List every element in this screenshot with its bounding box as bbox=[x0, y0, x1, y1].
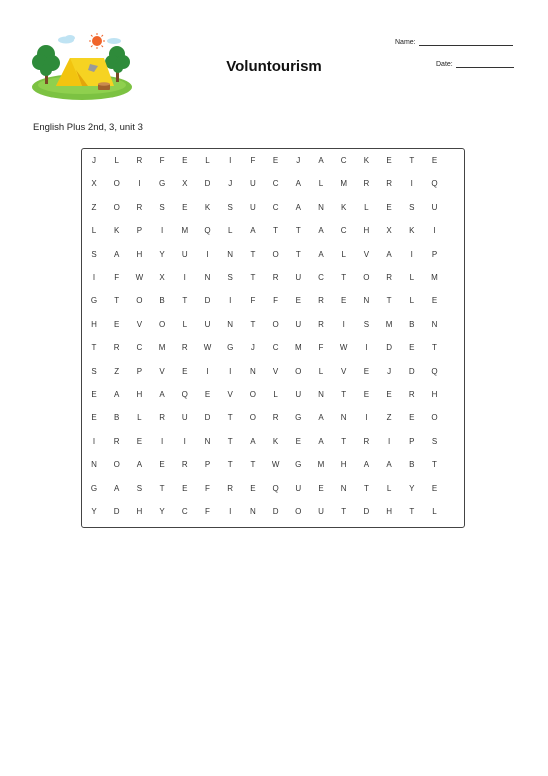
letter-cell: T bbox=[432, 343, 437, 353]
puzzle-row bbox=[82, 432, 464, 455]
letter-cell: T bbox=[250, 319, 256, 329]
letter-cell: Y bbox=[159, 249, 165, 259]
letter-cell: O bbox=[295, 366, 302, 376]
letter-cell: O bbox=[295, 507, 302, 516]
letter-cell: R bbox=[113, 436, 120, 446]
letter-cell: R bbox=[386, 273, 392, 282]
letter-cell: D bbox=[408, 366, 415, 376]
letter-cell: E bbox=[431, 296, 438, 306]
letter-cell: E bbox=[386, 390, 392, 399]
letter-cell: A bbox=[318, 413, 324, 423]
letter-cell: Q bbox=[431, 366, 438, 376]
letter-cell: A bbox=[159, 390, 165, 399]
letter-cell: L bbox=[432, 507, 437, 516]
letter-cell: L bbox=[205, 156, 210, 165]
letter-cell: E bbox=[363, 366, 370, 376]
letter-cell: T bbox=[386, 296, 392, 306]
letter-cell: H bbox=[91, 319, 97, 329]
letter-cell: E bbox=[272, 156, 279, 165]
letter-cell: M bbox=[340, 179, 348, 189]
letter-cell: R bbox=[136, 156, 143, 165]
letter-cell: R bbox=[159, 413, 165, 423]
letter-cell: T bbox=[227, 436, 233, 446]
letter-cell: U bbox=[204, 319, 211, 329]
letter-cell: I bbox=[342, 319, 345, 329]
letter-cell: M bbox=[317, 460, 325, 470]
letter-cell: F bbox=[159, 156, 165, 165]
letter-cell: T bbox=[250, 249, 256, 259]
letter-cell: C bbox=[318, 273, 324, 282]
letter-cell: V bbox=[272, 366, 279, 376]
letter-cell: O bbox=[272, 319, 279, 329]
letter-cell: O bbox=[136, 296, 143, 306]
letter-cell: U bbox=[295, 273, 302, 282]
letter-cell: E bbox=[182, 483, 188, 493]
letter-cell: E bbox=[431, 483, 438, 493]
letter-cell: F bbox=[114, 273, 120, 282]
letter-cell: O bbox=[113, 179, 120, 189]
letter-cell: H bbox=[340, 460, 347, 470]
letter-cell: N bbox=[227, 319, 234, 329]
name-label: Name: bbox=[395, 39, 416, 46]
letter-cell: S bbox=[431, 436, 438, 446]
letter-cell: A bbox=[114, 390, 120, 399]
letter-cell: Q bbox=[272, 483, 279, 493]
letter-cell: T bbox=[341, 507, 347, 516]
letter-cell: W bbox=[271, 460, 280, 470]
letter-cell: O bbox=[113, 202, 120, 212]
letter-cell: I bbox=[410, 249, 413, 259]
letter-cell: G bbox=[90, 296, 98, 306]
letter-cell: C bbox=[340, 226, 347, 236]
letter-cell: E bbox=[318, 483, 324, 493]
letter-cell: D bbox=[363, 507, 370, 516]
name-field[interactable] bbox=[395, 38, 513, 46]
letter-cell: L bbox=[273, 390, 278, 399]
letter-cell: S bbox=[409, 202, 415, 212]
letter-cell: H bbox=[431, 390, 438, 399]
letter-cell: R bbox=[386, 179, 392, 189]
letter-cell: J bbox=[228, 179, 233, 189]
letter-cell: S bbox=[227, 202, 233, 212]
letter-cell: H bbox=[136, 507, 143, 516]
letter-cell: I bbox=[410, 179, 413, 189]
letter-cell: R bbox=[318, 296, 324, 306]
letter-cell: E bbox=[409, 413, 415, 423]
letter-cell: N bbox=[204, 436, 211, 446]
word-search-grid bbox=[81, 148, 465, 528]
page-title: Voluntourism bbox=[226, 58, 322, 75]
letter-cell: T bbox=[341, 273, 347, 282]
date-field[interactable] bbox=[436, 60, 514, 68]
letter-cell: G bbox=[295, 413, 302, 423]
letter-cell: L bbox=[114, 156, 119, 165]
letter-cell: N bbox=[318, 202, 324, 212]
letter-cell: S bbox=[363, 319, 370, 329]
letter-cell: E bbox=[182, 156, 188, 165]
letter-cell: J bbox=[92, 156, 96, 165]
letter-cell: K bbox=[363, 156, 370, 165]
letter-cell: L bbox=[364, 202, 369, 212]
letter-cell: R bbox=[227, 483, 234, 493]
letter-cell: V bbox=[341, 366, 347, 376]
letter-cell: B bbox=[114, 413, 120, 423]
letter-cell: I bbox=[229, 507, 232, 516]
letter-cell: T bbox=[159, 483, 165, 493]
letter-cell: E bbox=[136, 436, 143, 446]
letter-cell: L bbox=[318, 179, 324, 189]
letter-cell: U bbox=[295, 390, 302, 399]
letter-cell: U bbox=[431, 202, 438, 212]
letter-cell: A bbox=[363, 460, 370, 470]
letter-cell: A bbox=[318, 156, 324, 165]
letter-cell: W bbox=[203, 343, 212, 353]
letter-cell: K bbox=[204, 202, 211, 212]
letter-cell: C bbox=[340, 156, 347, 165]
letter-cell: I bbox=[229, 296, 232, 306]
letter-cell: N bbox=[363, 296, 370, 306]
name-line[interactable] bbox=[419, 38, 513, 46]
letter-cell: T bbox=[409, 156, 415, 165]
letter-cell: U bbox=[295, 483, 302, 493]
letter-cell: D bbox=[204, 413, 211, 423]
letter-cell: E bbox=[386, 202, 392, 212]
letter-cell: I bbox=[365, 413, 368, 423]
letter-cell: S bbox=[136, 483, 143, 493]
letter-cell: G bbox=[90, 483, 98, 493]
letter-cell: L bbox=[137, 413, 142, 423]
puzzle-row bbox=[82, 174, 464, 197]
puzzle-row bbox=[82, 268, 464, 291]
letter-cell: I bbox=[92, 273, 96, 282]
letter-cell: A bbox=[136, 460, 143, 470]
puzzle-row bbox=[82, 385, 464, 408]
letter-cell: A bbox=[318, 249, 324, 259]
letter-cell: W bbox=[339, 343, 348, 353]
letter-cell: T bbox=[250, 460, 256, 470]
letter-cell: T bbox=[273, 226, 279, 236]
letter-cell: H bbox=[136, 249, 143, 259]
letter-cell: Y bbox=[159, 507, 165, 516]
letter-cell: O bbox=[249, 390, 256, 399]
letter-cell: E bbox=[114, 319, 120, 329]
letter-cell: A bbox=[114, 483, 120, 493]
letter-cell: H bbox=[363, 226, 370, 236]
letter-cell: E bbox=[295, 436, 301, 446]
letter-cell: P bbox=[204, 460, 211, 470]
letter-cell: L bbox=[318, 366, 324, 376]
letter-cell: F bbox=[250, 296, 256, 306]
letter-cell: C bbox=[181, 507, 188, 516]
puzzle-row bbox=[82, 338, 464, 361]
letter-cell: E bbox=[182, 202, 188, 212]
letter-cell: A bbox=[250, 226, 256, 236]
letter-cell: N bbox=[204, 273, 211, 282]
letter-cell: M bbox=[294, 343, 302, 353]
letter-cell: M bbox=[158, 343, 166, 353]
letter-cell: D bbox=[204, 296, 211, 306]
letter-cell: X bbox=[91, 179, 97, 189]
puzzle-row bbox=[82, 455, 464, 478]
letter-cell: T bbox=[250, 273, 256, 282]
letter-cell: T bbox=[432, 460, 437, 470]
letter-cell: C bbox=[272, 202, 279, 212]
letter-cell: D bbox=[272, 507, 279, 516]
letter-cell: E bbox=[431, 156, 438, 165]
letter-cell: T bbox=[295, 226, 301, 236]
letter-cell: S bbox=[91, 249, 97, 259]
letter-cell: T bbox=[227, 460, 233, 470]
puzzle-row bbox=[82, 245, 464, 268]
puzzle-row bbox=[82, 315, 464, 338]
letter-cell: E bbox=[91, 413, 97, 423]
letter-cell: Q bbox=[431, 179, 438, 189]
puzzle-row bbox=[82, 408, 464, 431]
letter-cell: G bbox=[227, 343, 234, 353]
letter-cell: Y bbox=[409, 483, 415, 493]
letter-cell: R bbox=[272, 273, 279, 282]
letter-cell: L bbox=[182, 319, 188, 329]
letter-cell: L bbox=[409, 273, 415, 282]
letter-cell: H bbox=[136, 390, 143, 399]
letter-cell: R bbox=[318, 319, 324, 329]
letter-cell: U bbox=[295, 319, 302, 329]
letter-cell: I bbox=[365, 343, 368, 353]
letter-cell: T bbox=[409, 507, 415, 516]
letter-cell: J bbox=[387, 366, 392, 376]
letter-cell: G bbox=[295, 460, 302, 470]
letter-cell: I bbox=[92, 436, 96, 446]
letter-cell: I bbox=[138, 179, 141, 189]
puzzle-row bbox=[82, 362, 464, 385]
letter-cell: I bbox=[160, 436, 164, 446]
puzzle-row bbox=[82, 479, 464, 502]
letter-cell: L bbox=[91, 226, 97, 236]
letter-cell: F bbox=[273, 296, 279, 306]
date-line[interactable] bbox=[456, 60, 514, 68]
letter-cell: R bbox=[181, 460, 188, 470]
letter-cell: D bbox=[113, 507, 120, 516]
letter-cell: B bbox=[409, 319, 415, 329]
letter-cell: U bbox=[318, 507, 324, 516]
letter-cell: B bbox=[409, 460, 415, 470]
letter-cell: G bbox=[158, 179, 166, 189]
letter-cell: V bbox=[227, 390, 233, 399]
letter-cell: T bbox=[295, 249, 301, 259]
letter-cell: K bbox=[341, 202, 347, 212]
letter-cell: Z bbox=[114, 366, 120, 376]
letter-cell: I bbox=[160, 226, 164, 236]
letter-cell: I bbox=[206, 249, 209, 259]
puzzle-row bbox=[82, 198, 464, 221]
letter-cell: E bbox=[91, 390, 97, 399]
letter-cell: Z bbox=[386, 413, 392, 423]
letter-cell: I bbox=[229, 366, 232, 376]
letter-cell: U bbox=[250, 179, 256, 189]
letter-cell: R bbox=[272, 413, 279, 423]
letter-cell: N bbox=[318, 390, 324, 399]
letter-cell: M bbox=[385, 319, 393, 329]
letter-cell: T bbox=[227, 413, 233, 423]
letter-cell: U bbox=[181, 249, 188, 259]
letter-cell: S bbox=[91, 366, 97, 376]
letter-cell: R bbox=[136, 202, 143, 212]
letter-cell: N bbox=[250, 366, 256, 376]
letter-cell: O bbox=[158, 319, 166, 329]
letter-cell: N bbox=[227, 249, 234, 259]
letter-cell: D bbox=[386, 343, 392, 353]
letter-cell: L bbox=[341, 249, 346, 259]
letter-cell: A bbox=[250, 436, 256, 446]
letter-cell: T bbox=[341, 390, 347, 399]
letter-cell: J bbox=[250, 343, 255, 353]
letter-cell: X bbox=[159, 273, 165, 282]
letter-cell: E bbox=[295, 296, 301, 306]
letter-cell: T bbox=[182, 296, 188, 306]
letter-cell: N bbox=[431, 319, 438, 329]
letter-cell: R bbox=[408, 390, 415, 399]
letter-cell: L bbox=[227, 226, 233, 236]
letter-cell: E bbox=[182, 366, 188, 376]
letter-cell: E bbox=[204, 390, 211, 399]
letter-cell: O bbox=[249, 413, 256, 423]
letter-cell: P bbox=[431, 249, 438, 259]
letter-cell: N bbox=[340, 483, 347, 493]
letter-cell: V bbox=[159, 366, 165, 376]
camping-tent-icon bbox=[30, 32, 134, 102]
letter-cell: I bbox=[183, 273, 186, 282]
letter-cell: N bbox=[250, 507, 256, 516]
letter-cell: P bbox=[136, 226, 143, 236]
letter-cell: X bbox=[182, 179, 188, 189]
letter-cell: Q bbox=[181, 390, 188, 399]
letter-cell: D bbox=[204, 179, 211, 189]
letter-cell: K bbox=[114, 226, 120, 236]
letter-cell: Q bbox=[204, 226, 211, 236]
letter-cell: A bbox=[295, 202, 301, 212]
letter-cell: N bbox=[91, 460, 97, 470]
letter-cell: N bbox=[340, 413, 347, 423]
letter-cell: U bbox=[250, 202, 256, 212]
letter-cell: R bbox=[363, 436, 370, 446]
letter-cell: I bbox=[183, 436, 186, 446]
puzzle-row bbox=[82, 151, 464, 174]
letter-cell: L bbox=[386, 483, 392, 493]
letter-cell: O bbox=[363, 273, 370, 282]
letter-cell: F bbox=[318, 343, 324, 353]
letter-cell: V bbox=[136, 319, 143, 329]
letter-cell: K bbox=[409, 226, 415, 236]
letter-cell: C bbox=[272, 343, 279, 353]
letter-cell: Y bbox=[91, 507, 97, 516]
letter-cell: O bbox=[113, 460, 120, 470]
letter-cell: L bbox=[409, 296, 415, 306]
letter-cell: M bbox=[181, 226, 189, 236]
letter-cell: E bbox=[250, 483, 256, 493]
letter-cell: A bbox=[318, 436, 324, 446]
letter-cell: U bbox=[181, 413, 188, 423]
letter-cell: F bbox=[205, 507, 210, 516]
letter-cell: C bbox=[272, 179, 279, 189]
puzzle-row bbox=[82, 291, 464, 314]
letter-cell: P bbox=[409, 436, 415, 446]
letter-cell: H bbox=[386, 507, 392, 516]
puzzle-row bbox=[82, 502, 464, 525]
worksheet-subtitle: English Plus 2nd, 3, unit 3 bbox=[33, 122, 143, 133]
letter-cell: R bbox=[181, 343, 188, 353]
letter-cell: E bbox=[386, 156, 392, 165]
letter-cell: T bbox=[341, 436, 347, 446]
letter-cell: R bbox=[363, 179, 370, 189]
letter-cell: F bbox=[205, 483, 210, 493]
puzzle-row bbox=[82, 221, 464, 244]
letter-cell: I bbox=[433, 226, 436, 236]
letter-cell: M bbox=[431, 273, 438, 282]
letter-cell: B bbox=[159, 296, 165, 306]
letter-cell: Z bbox=[91, 202, 97, 212]
letter-cell: S bbox=[227, 273, 233, 282]
letter-cell: A bbox=[386, 460, 392, 470]
letter-cell: C bbox=[136, 343, 143, 353]
letter-cell: F bbox=[250, 156, 256, 165]
letter-cell: R bbox=[113, 343, 120, 353]
letter-cell: I bbox=[206, 366, 209, 376]
date-label: Date: bbox=[436, 61, 453, 68]
letter-cell: I bbox=[229, 156, 232, 165]
letter-cell: A bbox=[318, 226, 324, 236]
letter-cell: P bbox=[136, 366, 143, 376]
letter-cell: S bbox=[159, 202, 165, 212]
letter-cell: J bbox=[296, 156, 301, 165]
letter-cell: K bbox=[272, 436, 279, 446]
letter-cell: V bbox=[363, 249, 370, 259]
letter-cell: A bbox=[295, 179, 301, 189]
letter-cell: O bbox=[272, 249, 279, 259]
letter-cell: I bbox=[387, 436, 391, 446]
letter-cell: W bbox=[135, 273, 144, 282]
letter-cell: E bbox=[159, 460, 165, 470]
letter-cell: T bbox=[363, 483, 369, 493]
letter-cell: O bbox=[431, 413, 438, 423]
letter-cell: T bbox=[114, 296, 120, 306]
letter-cell: E bbox=[363, 390, 370, 399]
letter-cell: E bbox=[409, 343, 415, 353]
letter-cell: A bbox=[386, 249, 392, 259]
letter-cell: X bbox=[386, 226, 392, 236]
letter-cell: E bbox=[341, 296, 347, 306]
letter-cell: T bbox=[91, 343, 97, 353]
letter-cell: A bbox=[114, 249, 120, 259]
